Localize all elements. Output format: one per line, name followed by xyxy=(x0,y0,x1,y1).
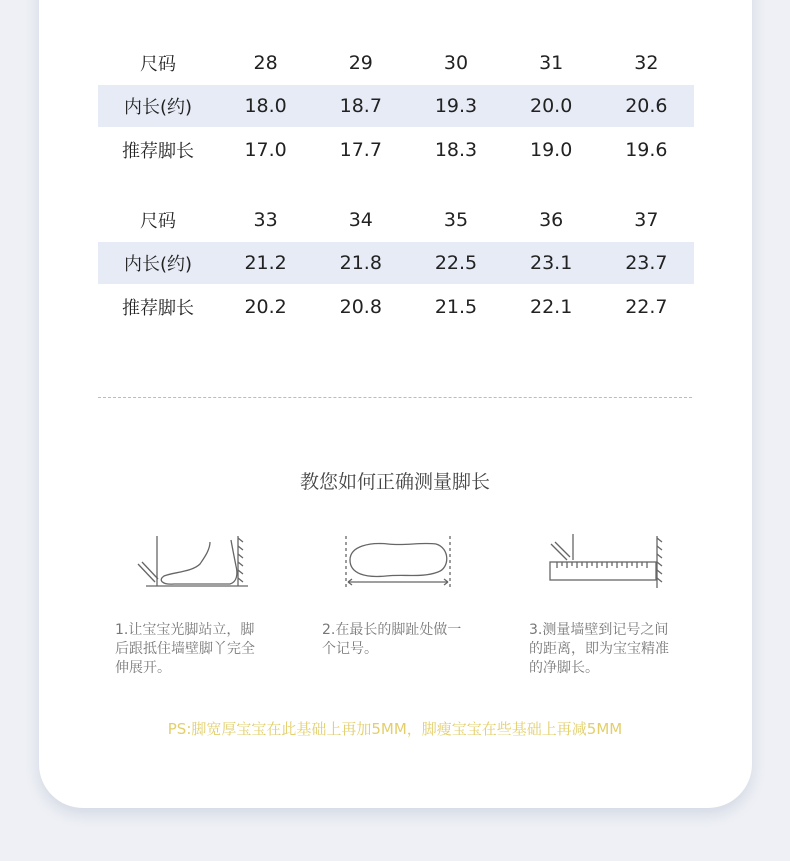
table-cell: 21.2 xyxy=(218,242,313,284)
table-cell: 32 xyxy=(634,51,659,74)
table-cell: 19.3 xyxy=(408,85,503,127)
step-1-text: 1.让宝宝光脚站立，脚 后跟抵住墙壁脚丫完全 伸展开。 xyxy=(115,622,255,676)
guide-title: 教您如何正确测量脚长 xyxy=(299,471,490,493)
table-cell: 21.5 xyxy=(434,295,478,318)
table-cell: 20.2 xyxy=(244,295,287,318)
row-label: 尺码 xyxy=(140,53,176,75)
table-cell: 17.7 xyxy=(339,138,382,161)
table-cell: 19.6 xyxy=(625,138,668,161)
table-cell: 34 xyxy=(348,208,373,231)
table-row xyxy=(98,284,694,329)
table-cell: 17.0 xyxy=(244,138,287,161)
table-cell: 29 xyxy=(348,51,373,74)
table-cell: 20.8 xyxy=(339,295,382,318)
step-2-text: 2.在最长的脚趾处做一 个记号。 xyxy=(322,622,462,657)
table-cell: 35 xyxy=(443,208,469,231)
table-row xyxy=(98,197,694,242)
foot-against-wall-illustration xyxy=(134,530,252,592)
table-cell: 30 xyxy=(443,51,469,74)
table-cell: 18.0 xyxy=(218,85,313,127)
table-cell: 22.5 xyxy=(408,242,503,284)
table-row xyxy=(98,242,694,284)
table-cell: 31 xyxy=(539,51,564,74)
table-row xyxy=(98,127,694,172)
table-row xyxy=(98,85,694,127)
table-cell: 20.6 xyxy=(599,85,694,127)
row-label: 推荐脚长 xyxy=(122,140,194,162)
size-table-28-32 xyxy=(98,40,694,172)
table-cell: 19.0 xyxy=(530,138,573,161)
table-row xyxy=(98,40,694,85)
table-cell: 21.8 xyxy=(313,242,408,284)
table-cell: 22.1 xyxy=(530,295,573,318)
table-cell: 28 xyxy=(253,51,278,74)
step-3-text: 3.测量墙壁到记号之间 的距离，即为宝宝精准 的净脚长。 xyxy=(529,622,669,676)
row-label: 推荐脚长 xyxy=(122,297,194,319)
dashed-divider xyxy=(98,397,692,398)
table-cell: 18.7 xyxy=(313,85,408,127)
row-label: 内长(约) xyxy=(98,242,218,284)
table-cell: 37 xyxy=(634,208,659,231)
table-cell: 22.7 xyxy=(625,295,668,318)
table-cell: 36 xyxy=(539,208,564,231)
table-cell: 18.3 xyxy=(434,138,478,161)
width-adjustment-note: PS:脚宽厚宝宝在此基础上再加5MM，脚瘦宝宝在些基础上再减5MM xyxy=(167,720,623,738)
table-cell: 33 xyxy=(253,208,278,231)
table-cell: 23.1 xyxy=(504,242,599,284)
row-label: 内长(约) xyxy=(98,85,218,127)
size-table-33-37 xyxy=(98,197,694,329)
table-cell: 23.7 xyxy=(599,242,694,284)
row-label: 尺码 xyxy=(140,210,176,232)
ruler-measurement-illustration xyxy=(547,530,667,592)
foot-outline-illustration xyxy=(340,530,456,592)
table-cell: 20.0 xyxy=(504,85,599,127)
